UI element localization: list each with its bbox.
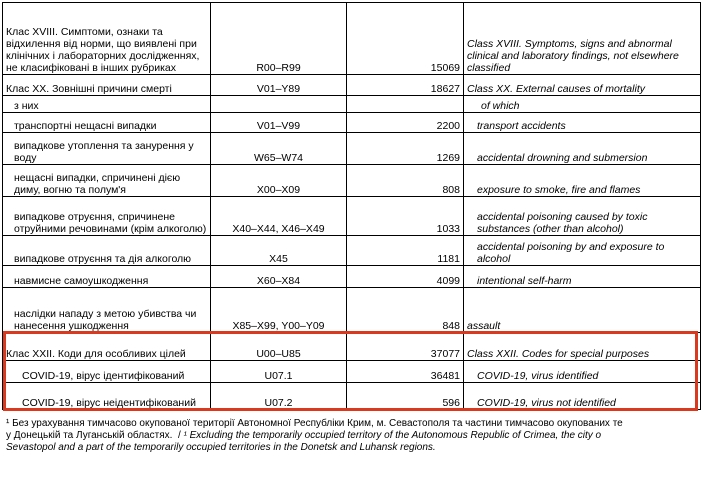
mortality-table	[2, 2, 701, 410]
ua-label: COVID-19, вірус неідентифікований	[22, 397, 196, 409]
code-range: R00–R99	[211, 3, 347, 75]
footnote-ua-text: у Донецькій та Луганській областях.	[6, 430, 173, 441]
count-value: 2200	[347, 113, 464, 133]
ua-label: наслідки нападу з метою убивства чи нанесення ушкодження	[14, 308, 197, 332]
table-row	[3, 96, 701, 113]
en-label: Class XVIII. Symptoms, signs and abnormal clinical and laboratory findings, not elsewhere classified	[464, 3, 701, 75]
en-label: accidental poisoning caused by toxic substances (other than alcohol)	[477, 211, 648, 235]
table-row	[3, 361, 701, 383]
table-row	[3, 75, 701, 96]
count-value: 808	[347, 165, 464, 197]
code-range: X00–X09	[211, 165, 347, 197]
table-row	[3, 133, 701, 165]
en-label: of which	[481, 100, 520, 112]
table-row	[3, 288, 701, 333]
ua-label: з них	[14, 100, 39, 112]
ua-label: випадкове отруєння, спричинене отруйними речовинами (крім алкоголю)	[14, 211, 207, 235]
en-label: intentional self-harm	[477, 275, 572, 287]
code-range: U00–U85	[211, 333, 347, 361]
footnote-line	[6, 430, 696, 442]
ua-label: Клас XX. Зовнішні причини смерті	[3, 75, 211, 96]
footnote	[6, 418, 696, 454]
en-label: accidental drowning and submersion	[477, 152, 648, 164]
code-range: X85–X99, Y00–Y09	[211, 288, 347, 333]
count-value: 596	[347, 383, 464, 410]
code-range: U07.1	[211, 361, 347, 383]
code-range: X60–X84	[211, 266, 347, 288]
ua-label: Клас XVIII. Симптоми, ознаки та відхилення від норми, що виявлені при клінічних і лабораторних дослідженнях, не класифіковані в інших рубриках	[3, 3, 211, 75]
ua-label: навмисне самоушкодження	[14, 275, 149, 287]
count-value: 36481	[347, 361, 464, 383]
code-range: X40–X44, X46–X49	[211, 197, 347, 236]
table-row	[3, 383, 701, 410]
en-label: assault	[464, 288, 701, 333]
code-range	[211, 96, 347, 113]
count-value: 4099	[347, 266, 464, 288]
table-row	[3, 236, 701, 266]
ua-label: випадкове отруєння та дія алкоголю	[14, 253, 192, 265]
code-range: V01–Y89	[211, 75, 347, 96]
ua-label: транспортні нещасні випадки	[14, 120, 157, 132]
table-row	[3, 266, 701, 288]
table-row	[3, 165, 701, 197]
en-label: COVID-19, virus identified	[477, 370, 599, 382]
en-label: COVID-19, virus not identified	[477, 397, 616, 409]
ua-label: Клас XXII. Коди для особливих цілей	[3, 333, 211, 361]
en-label: transport accidents	[477, 120, 566, 132]
en-label: Class XXII. Codes for special purposes	[464, 333, 701, 361]
count-value: 848	[347, 288, 464, 333]
footnote-en-text: ¹ Excluding the temporarily occupied territory of the Autonomous Republic of Crimea, the city o	[183, 430, 602, 441]
ua-label: випадкове утоплення та занурення у воду	[14, 140, 194, 164]
count-value: 18627	[347, 75, 464, 96]
en-label: exposure to smoke, fire and flames	[477, 184, 641, 196]
en-label: accidental poisoning by and exposure to alcohol	[477, 241, 665, 265]
count-value: 1181	[347, 236, 464, 266]
ua-label: нещасні випадки, спричинені дією диму, вогню та полум'я	[14, 172, 181, 196]
footnote-line: Sevastopol and a part of the temporarily occupied territories in the Donetsk and Luhansk regions.	[6, 442, 436, 453]
count-value: 1269	[347, 133, 464, 165]
footnote-separator: /	[172, 430, 184, 441]
table-row	[3, 3, 701, 75]
count-value: 15069	[347, 3, 464, 75]
code-range: W65–W74	[211, 133, 347, 165]
table-row	[3, 333, 701, 361]
code-range: V01–V99	[211, 113, 347, 133]
table-row	[3, 197, 701, 236]
table-row	[3, 113, 701, 133]
code-range: X45	[211, 236, 347, 266]
count-value	[347, 96, 464, 113]
en-label: Class XX. External causes of mortality	[464, 75, 701, 96]
code-range: U07.2	[211, 383, 347, 410]
footnote-line: ¹ Без урахування тимчасово окупованої території Автономної Республіки Крим, м. Севастополя та частини тимчасово окупованих те	[6, 418, 623, 429]
count-value: 1033	[347, 197, 464, 236]
count-value: 37077	[347, 333, 464, 361]
ua-label: COVID-19, вірус ідентифікований	[22, 370, 185, 382]
